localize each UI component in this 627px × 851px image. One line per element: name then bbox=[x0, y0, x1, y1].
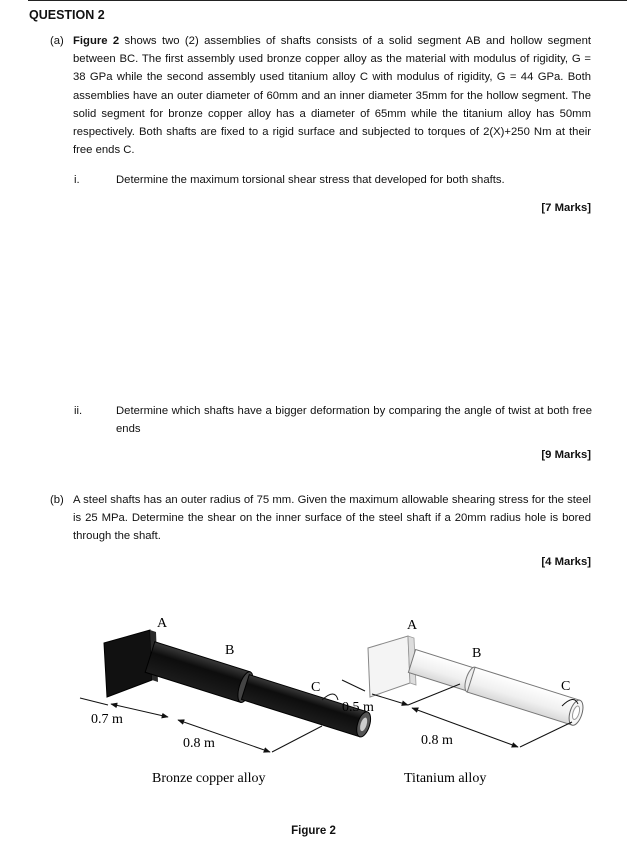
bronze-caption: Bronze copper alloy bbox=[152, 771, 266, 786]
titanium-dim-bc: 0.8 m bbox=[421, 733, 453, 748]
titanium-label-b: B bbox=[472, 646, 482, 661]
part-a-body: shows two (2) assemblies of shafts consists of a solid segment AB and hollow segment between BC. The first assembly used bronze copper alloy as the material with modulus of rigidity, G = 38 GPa while the second assembly used titanium alloy C with modulus of rigidity, G = 44 GPa. Both assemblies have an outer diameter of 60mm and an inner diameter 35mm for the hollow segment. The solid segment for bronze copper alloy has a diameter of 65mm while the titanium alloy has 50mm respectively. Both shafts are fixed to a rigid surface and subjected to torques of 2(X)+250 Nm at their free ends C. bbox=[73, 35, 591, 157]
sub-ii-label: ii. bbox=[74, 405, 83, 417]
bronze-dim-ab: 0.7 m bbox=[91, 712, 123, 727]
sub-i-label: i. bbox=[74, 174, 80, 186]
titanium-dim-ab-line bbox=[372, 694, 408, 705]
bronze-wall-plate bbox=[104, 630, 152, 697]
sub-ii-marks: [9 Marks] bbox=[541, 449, 591, 461]
figure-reference: Figure 2 bbox=[73, 35, 120, 47]
figure-caption: Figure 2 bbox=[291, 825, 336, 837]
titanium-caption: Titanium alloy bbox=[404, 771, 487, 786]
titanium-shaft-assembly bbox=[342, 618, 586, 786]
sub-i-text: Determine the maximum torsional shear stress that developed for both shafts. bbox=[116, 174, 505, 186]
question-title: QUESTION 2 bbox=[29, 8, 105, 22]
titanium-dim-ab: 0.5 m bbox=[342, 700, 374, 715]
part-b-marks: [4 Marks] bbox=[541, 556, 591, 568]
bronze-dim-bc: 0.8 m bbox=[183, 736, 215, 751]
sub-i-marks: [7 Marks] bbox=[541, 202, 591, 214]
titanium-label-c: C bbox=[561, 679, 571, 694]
titanium-hollow-segment bbox=[467, 667, 580, 725]
part-b-label: (b) bbox=[50, 494, 64, 506]
part-b-text: A steel shafts has an outer radius of 75 mm. Given the maximum allowable shearing stress for the steel is 25 MPa. Determine the shear on the inner surface of the steel shaft if a 20mm radius hole is bored through the shaft. bbox=[73, 494, 591, 543]
titanium-wall-plate bbox=[368, 636, 410, 697]
part-a-label: (a) bbox=[50, 35, 64, 47]
titanium-label-a: A bbox=[407, 618, 418, 633]
bronze-label-b: B bbox=[225, 643, 235, 658]
sub-ii-text: Determine which shafts have a bigger deformation by comparing the angle of twist at both free ends bbox=[116, 405, 592, 436]
bronze-shaft-assembly bbox=[80, 616, 374, 786]
bronze-solid-segment bbox=[145, 642, 250, 703]
bronze-label-a: A bbox=[157, 616, 168, 631]
bronze-label-c: C bbox=[311, 680, 321, 695]
